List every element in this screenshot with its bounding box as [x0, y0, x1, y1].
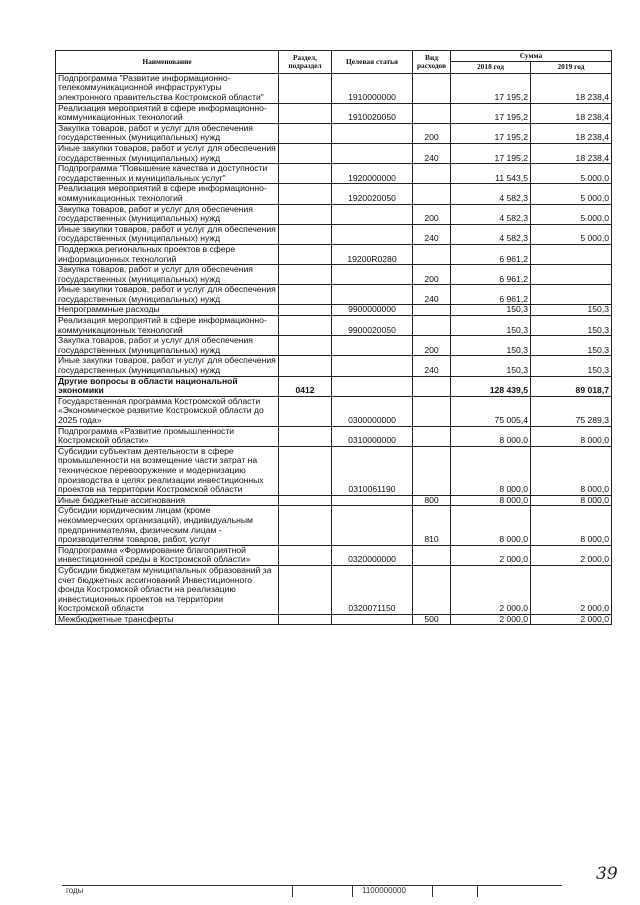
cell-name: Другие вопросы в области национальной экономики	[56, 376, 279, 396]
cell-section	[279, 396, 332, 426]
cell-name: Реализация мероприятий в сфере информационно-коммуникационных технологий	[56, 316, 279, 336]
cell-sum-2018: 150,3	[451, 305, 531, 316]
cell-section	[279, 123, 332, 143]
cell-type	[413, 426, 451, 446]
cell-section	[279, 143, 332, 163]
cell-target: 1910000000	[332, 73, 413, 103]
table-row	[56, 376, 612, 396]
table-body	[56, 73, 612, 625]
table-row	[56, 164, 612, 184]
cell-name: Закупка товаров, работ и услуг для обеспечения государственных (муниципальных) нужд	[56, 204, 279, 224]
header-2018: 2018 год	[451, 62, 531, 73]
next-page-fragment	[62, 885, 562, 899]
cell-target: 19200R0280	[332, 244, 413, 264]
cell-target: 0300000000	[332, 396, 413, 426]
header-name: Наименование	[56, 51, 279, 74]
cell-target	[332, 376, 413, 396]
cell-name: Непрограммные расходы	[56, 305, 279, 316]
cell-sum-2019: 5 000,0	[531, 224, 612, 244]
cell-target	[332, 356, 413, 376]
header-type: Вид расходов	[413, 51, 451, 74]
cell-type: 200	[413, 265, 451, 285]
table-row	[56, 316, 612, 336]
table-row	[56, 224, 612, 244]
cell-sum-2018: 2 000,0	[451, 545, 531, 565]
cell-section	[279, 265, 332, 285]
cell-sum-2018: 17 195,2	[451, 143, 531, 163]
budget-table-sheet	[55, 50, 611, 625]
table-row	[56, 356, 612, 376]
cell-type: 240	[413, 224, 451, 244]
footer-middle-text: 1100000000	[362, 886, 406, 895]
cell-target: 0310061190	[332, 446, 413, 495]
cell-sum-2018: 150,3	[451, 356, 531, 376]
cell-type: 200	[413, 204, 451, 224]
cell-sum-2019: 18 238,4	[531, 143, 612, 163]
cell-type: 810	[413, 506, 451, 545]
cell-sum-2019	[531, 265, 612, 285]
cell-name: Субсидии юридическим лицам (кроме некоммерческих организаций), индивидуальным предпринимателям, физическим лицам - производителям товаров, работ, услуг	[56, 506, 279, 545]
cell-section	[279, 204, 332, 224]
cell-type	[413, 305, 451, 316]
cell-section	[279, 614, 332, 625]
cell-target	[332, 336, 413, 356]
table-row	[56, 143, 612, 163]
cell-sum-2018: 8 000,0	[451, 426, 531, 446]
cell-section	[279, 336, 332, 356]
cell-name: Субсидии бюджетам муниципальных образований за счет бюджетных ассигнований Инвестиционного фонда Костромской области на реализацию инвестиционных проектов на территории Костромской области	[56, 565, 279, 614]
cell-type: 200	[413, 336, 451, 356]
cell-type: 800	[413, 495, 451, 506]
table-row	[56, 506, 612, 545]
cell-target: 1910020050	[332, 103, 413, 123]
cell-sum-2018: 17 195,2	[451, 73, 531, 103]
budget-table	[55, 50, 612, 625]
cell-name: Закупка товаров, работ и услуг для обеспечения государственных (муниципальных) нужд	[56, 336, 279, 356]
cell-target	[332, 495, 413, 506]
cell-sum-2019: 150,3	[531, 305, 612, 316]
cell-type: 200	[413, 123, 451, 143]
cell-sum-2019: 2 000,0	[531, 565, 612, 614]
cell-target: 0320000000	[332, 545, 413, 565]
cell-target: 1920000000	[332, 164, 413, 184]
header-target: Целевая статья	[332, 51, 413, 74]
cell-sum-2019: 18 238,4	[531, 73, 612, 103]
table-row	[56, 614, 612, 625]
cell-sum-2018: 6 961,2	[451, 244, 531, 264]
cell-sum-2019	[531, 244, 612, 264]
cell-type: 240	[413, 285, 451, 305]
cell-name: Подпрограмма «Формирование благоприятной инвестиционной среды в Костромской области»	[56, 545, 279, 565]
cell-section	[279, 164, 332, 184]
cell-type	[413, 73, 451, 103]
cell-name: Поддержка региональных проектов в сфере информационных технологий	[56, 244, 279, 264]
cell-name: Иные закупки товаров, работ и услуг для обеспечения государственных (муниципальных) нужд	[56, 285, 279, 305]
cell-section	[279, 103, 332, 123]
cell-sum-2018: 17 195,2	[451, 103, 531, 123]
cell-sum-2019: 5 000,0	[531, 164, 612, 184]
cell-type: 500	[413, 614, 451, 625]
cell-section	[279, 565, 332, 614]
cell-sum-2018: 2 000,0	[451, 565, 531, 614]
cell-section	[279, 446, 332, 495]
cell-name: Закупка товаров, работ и услуг для обеспечения государственных (муниципальных) нужд	[56, 265, 279, 285]
cell-section	[279, 73, 332, 103]
cell-target	[332, 224, 413, 244]
page-number: 39	[596, 864, 618, 884]
table-row	[56, 204, 612, 224]
cell-name: Реализация мероприятий в сфере информационно-коммуникационных технологий	[56, 103, 279, 123]
cell-section	[279, 316, 332, 336]
cell-target: 9900020050	[332, 316, 413, 336]
table-row	[56, 565, 612, 614]
cell-type	[413, 396, 451, 426]
cell-sum-2018: 17 195,2	[451, 123, 531, 143]
cell-sum-2018: 4 582,3	[451, 224, 531, 244]
cell-target	[332, 285, 413, 305]
cell-sum-2019: 150,3	[531, 356, 612, 376]
cell-target	[332, 204, 413, 224]
cell-section	[279, 184, 332, 204]
cell-type: 240	[413, 356, 451, 376]
cell-type	[413, 244, 451, 264]
cell-type	[413, 446, 451, 495]
cell-sum-2019: 150,3	[531, 336, 612, 356]
cell-sum-2018: 6 961,2	[451, 265, 531, 285]
cell-sum-2018: 2 000,0	[451, 614, 531, 625]
cell-sum-2018: 128 439,5	[451, 376, 531, 396]
cell-section	[279, 426, 332, 446]
cell-section	[279, 545, 332, 565]
cell-name: Межбюджетные трансферты	[56, 614, 279, 625]
cell-name: Реализация мероприятий в сфере информационно-коммуникационных технологий	[56, 184, 279, 204]
cell-section	[279, 495, 332, 506]
cell-name: Подпрограмма "Развитие информационно-телекоммуникационной инфраструктуры электронного правительства Костромской области"	[56, 73, 279, 103]
cell-type	[413, 565, 451, 614]
cell-sum-2018: 4 582,3	[451, 184, 531, 204]
cell-section	[279, 285, 332, 305]
cell-sum-2019: 2 000,0	[531, 545, 612, 565]
cell-sum-2019: 2 000,0	[531, 614, 612, 625]
cell-name: Подпрограмма "Повышение качества и доступности государственных и муниципальных услуг"	[56, 164, 279, 184]
table-row	[56, 495, 612, 506]
cell-name: Подпрограмма «Развитие промышленности Костромской области»	[56, 426, 279, 446]
cell-sum-2018: 8 000,0	[451, 446, 531, 495]
header-sum: Сумма	[451, 51, 612, 62]
cell-sum-2019: 89 018,7	[531, 376, 612, 396]
cell-sum-2019: 8 000,0	[531, 495, 612, 506]
cell-sum-2019: 18 238,4	[531, 103, 612, 123]
cell-type	[413, 184, 451, 204]
cell-target	[332, 265, 413, 285]
cell-sum-2019	[531, 285, 612, 305]
cell-target	[332, 143, 413, 163]
cell-type: 240	[413, 143, 451, 163]
cell-section: 0412	[279, 376, 332, 396]
cell-type	[413, 103, 451, 123]
cell-sum-2018: 150,3	[451, 336, 531, 356]
cell-name: Иные бюджетные ассигнования	[56, 495, 279, 506]
table-row	[56, 396, 612, 426]
table-row	[56, 244, 612, 264]
cell-sum-2018: 6 961,2	[451, 285, 531, 305]
cell-name: Иные закупки товаров, работ и услуг для обеспечения государственных (муниципальных) нужд	[56, 224, 279, 244]
cell-section	[279, 356, 332, 376]
cell-sum-2018: 4 582,3	[451, 204, 531, 224]
header-section: Раздел, подраздел	[279, 51, 332, 74]
cell-target	[332, 614, 413, 625]
cell-name: Иные закупки товаров, работ и услуг для обеспечения государственных (муниципальных) нужд	[56, 143, 279, 163]
cell-section	[279, 224, 332, 244]
table-row	[56, 336, 612, 356]
table-row	[56, 426, 612, 446]
cell-section	[279, 305, 332, 316]
cell-target: 1920020050	[332, 184, 413, 204]
header-row	[56, 51, 612, 62]
cell-name: Закупка товаров, работ и услуг для обеспечения государственных (муниципальных) нужд	[56, 123, 279, 143]
table-row	[56, 73, 612, 103]
cell-target: 9900000000	[332, 305, 413, 316]
cell-type	[413, 545, 451, 565]
table-row	[56, 545, 612, 565]
cell-target	[332, 506, 413, 545]
table-row	[56, 305, 612, 316]
cell-sum-2019: 5 000,0	[531, 204, 612, 224]
cell-sum-2019: 8 000,0	[531, 426, 612, 446]
cell-sum-2018: 8 000,0	[451, 495, 531, 506]
cell-name: Государственная программа Костромской области «Экономическое развитие Костромской области до 2025 года»	[56, 396, 279, 426]
cell-sum-2019: 75 289,3	[531, 396, 612, 426]
cell-target: 0310000000	[332, 426, 413, 446]
footer-left-text: годы	[66, 886, 84, 895]
cell-sum-2018: 8 000,0	[451, 506, 531, 545]
cell-type	[413, 376, 451, 396]
cell-sum-2019: 8 000,0	[531, 506, 612, 545]
cell-sum-2019: 150,3	[531, 316, 612, 336]
cell-sum-2019: 5 000,0	[531, 184, 612, 204]
cell-sum-2018: 75 005,4	[451, 396, 531, 426]
cell-section	[279, 506, 332, 545]
cell-name: Субсидии субъектам деятельности в сфере промышленности на возмещение части затрат на техническое перевооружение и модернизацию производства в целях реализации инвестиционных проектов на территории Костромской области	[56, 446, 279, 495]
cell-sum-2019: 18 238,4	[531, 123, 612, 143]
cell-type	[413, 164, 451, 184]
cell-sum-2018: 150,3	[451, 316, 531, 336]
cell-section	[279, 244, 332, 264]
cell-name: Иные закупки товаров, работ и услуг для обеспечения государственных (муниципальных) нужд	[56, 356, 279, 376]
cell-target	[332, 123, 413, 143]
table-row	[56, 184, 612, 204]
table-row	[56, 103, 612, 123]
cell-sum-2019: 8 000,0	[531, 446, 612, 495]
table-row	[56, 285, 612, 305]
header-2019: 2019 год	[531, 62, 612, 73]
cell-sum-2018: 11 543,5	[451, 164, 531, 184]
cell-type	[413, 316, 451, 336]
table-row	[56, 265, 612, 285]
cell-target: 0320071150	[332, 565, 413, 614]
table-row	[56, 123, 612, 143]
table-row	[56, 446, 612, 495]
